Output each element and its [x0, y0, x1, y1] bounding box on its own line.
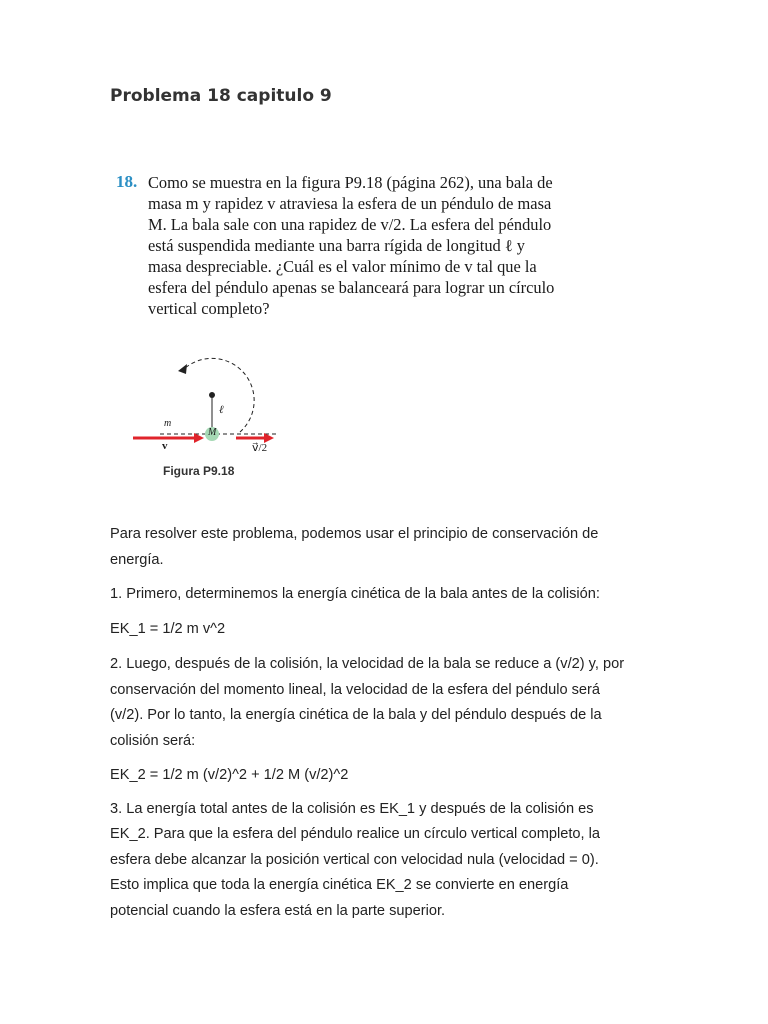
problem-line: masa m y rapidez v atraviesa la esfera de un péndulo de masa	[148, 194, 552, 213]
problem-line: está suspendida mediante una barra rígida de longitud ℓ y	[148, 236, 525, 255]
figure-caption: Figura P9.18	[163, 464, 235, 478]
step-3-line: Esto implica que toda la energía cinética EK_2 se convierte en energía	[110, 877, 569, 893]
swing-path	[184, 358, 254, 432]
step-2-line: 2. Luego, después de la colisión, la velocidad de la bala se reduce a (v/2) y, por	[110, 656, 625, 672]
label-velocity-v-half: v⃗/2	[252, 442, 268, 454]
swing-arrowhead	[178, 364, 187, 374]
problem-line: masa despreciable. ¿Cuál es el valor mínimo de v tal que la	[148, 257, 537, 276]
problem-line: Como se muestra en la figura P9.18 (página 262), una bala de	[148, 173, 553, 192]
step-2-line: colisión será:	[110, 733, 196, 749]
pendulum-figure	[128, 350, 288, 485]
page-title: Problema 18 capitulo 9	[110, 86, 332, 106]
step-2-line: conservación del momento lineal, la velocidad de la esfera del péndulo será	[110, 682, 601, 698]
problem-line: vertical completo?	[148, 299, 270, 318]
step-1-text: 1. Primero, determinemos la energía cinética de la bala antes de la colisión:	[110, 586, 600, 602]
intro-line: energía.	[110, 552, 164, 568]
problem-line: M. La bala sale con una rapidez de v/2. La esfera del péndulo	[148, 215, 552, 234]
step-3-line: esfera debe alcanzar la posición vertical con velocidad nula (velocidad = 0).	[110, 852, 599, 868]
step-3-line: EK_2. Para que la esfera del péndulo realice un círculo vertical completo, la	[110, 826, 600, 842]
equation-ek1: EK_1 = 1/2 m v^2	[110, 621, 226, 637]
label-mass-m: m	[164, 418, 172, 429]
label-mass-M: M	[208, 427, 217, 438]
intro-line: Para resolver este problema, podemos usar el principio de conservación de	[110, 526, 599, 542]
step-2-line: (v/2). Por lo tanto, la energía cinética de la bala y del péndulo después de la	[110, 707, 602, 723]
label-velocity-v: v⃗	[162, 440, 177, 452]
step-3-line: potencial cuando la esfera está en la parte superior.	[110, 903, 446, 919]
step-3-line: 3. La energía total antes de la colisión es EK_1 y después de la colisión es	[110, 801, 594, 817]
label-length-l: ℓ	[219, 404, 224, 416]
problem-line: esfera del péndulo apenas se balanceará para lograr un círculo	[148, 278, 555, 297]
equation-ek2: EK_2 = 1/2 m (v/2)^2 + 1/2 M (v/2)^2	[110, 767, 349, 783]
problem-number: 18.	[116, 172, 138, 191]
